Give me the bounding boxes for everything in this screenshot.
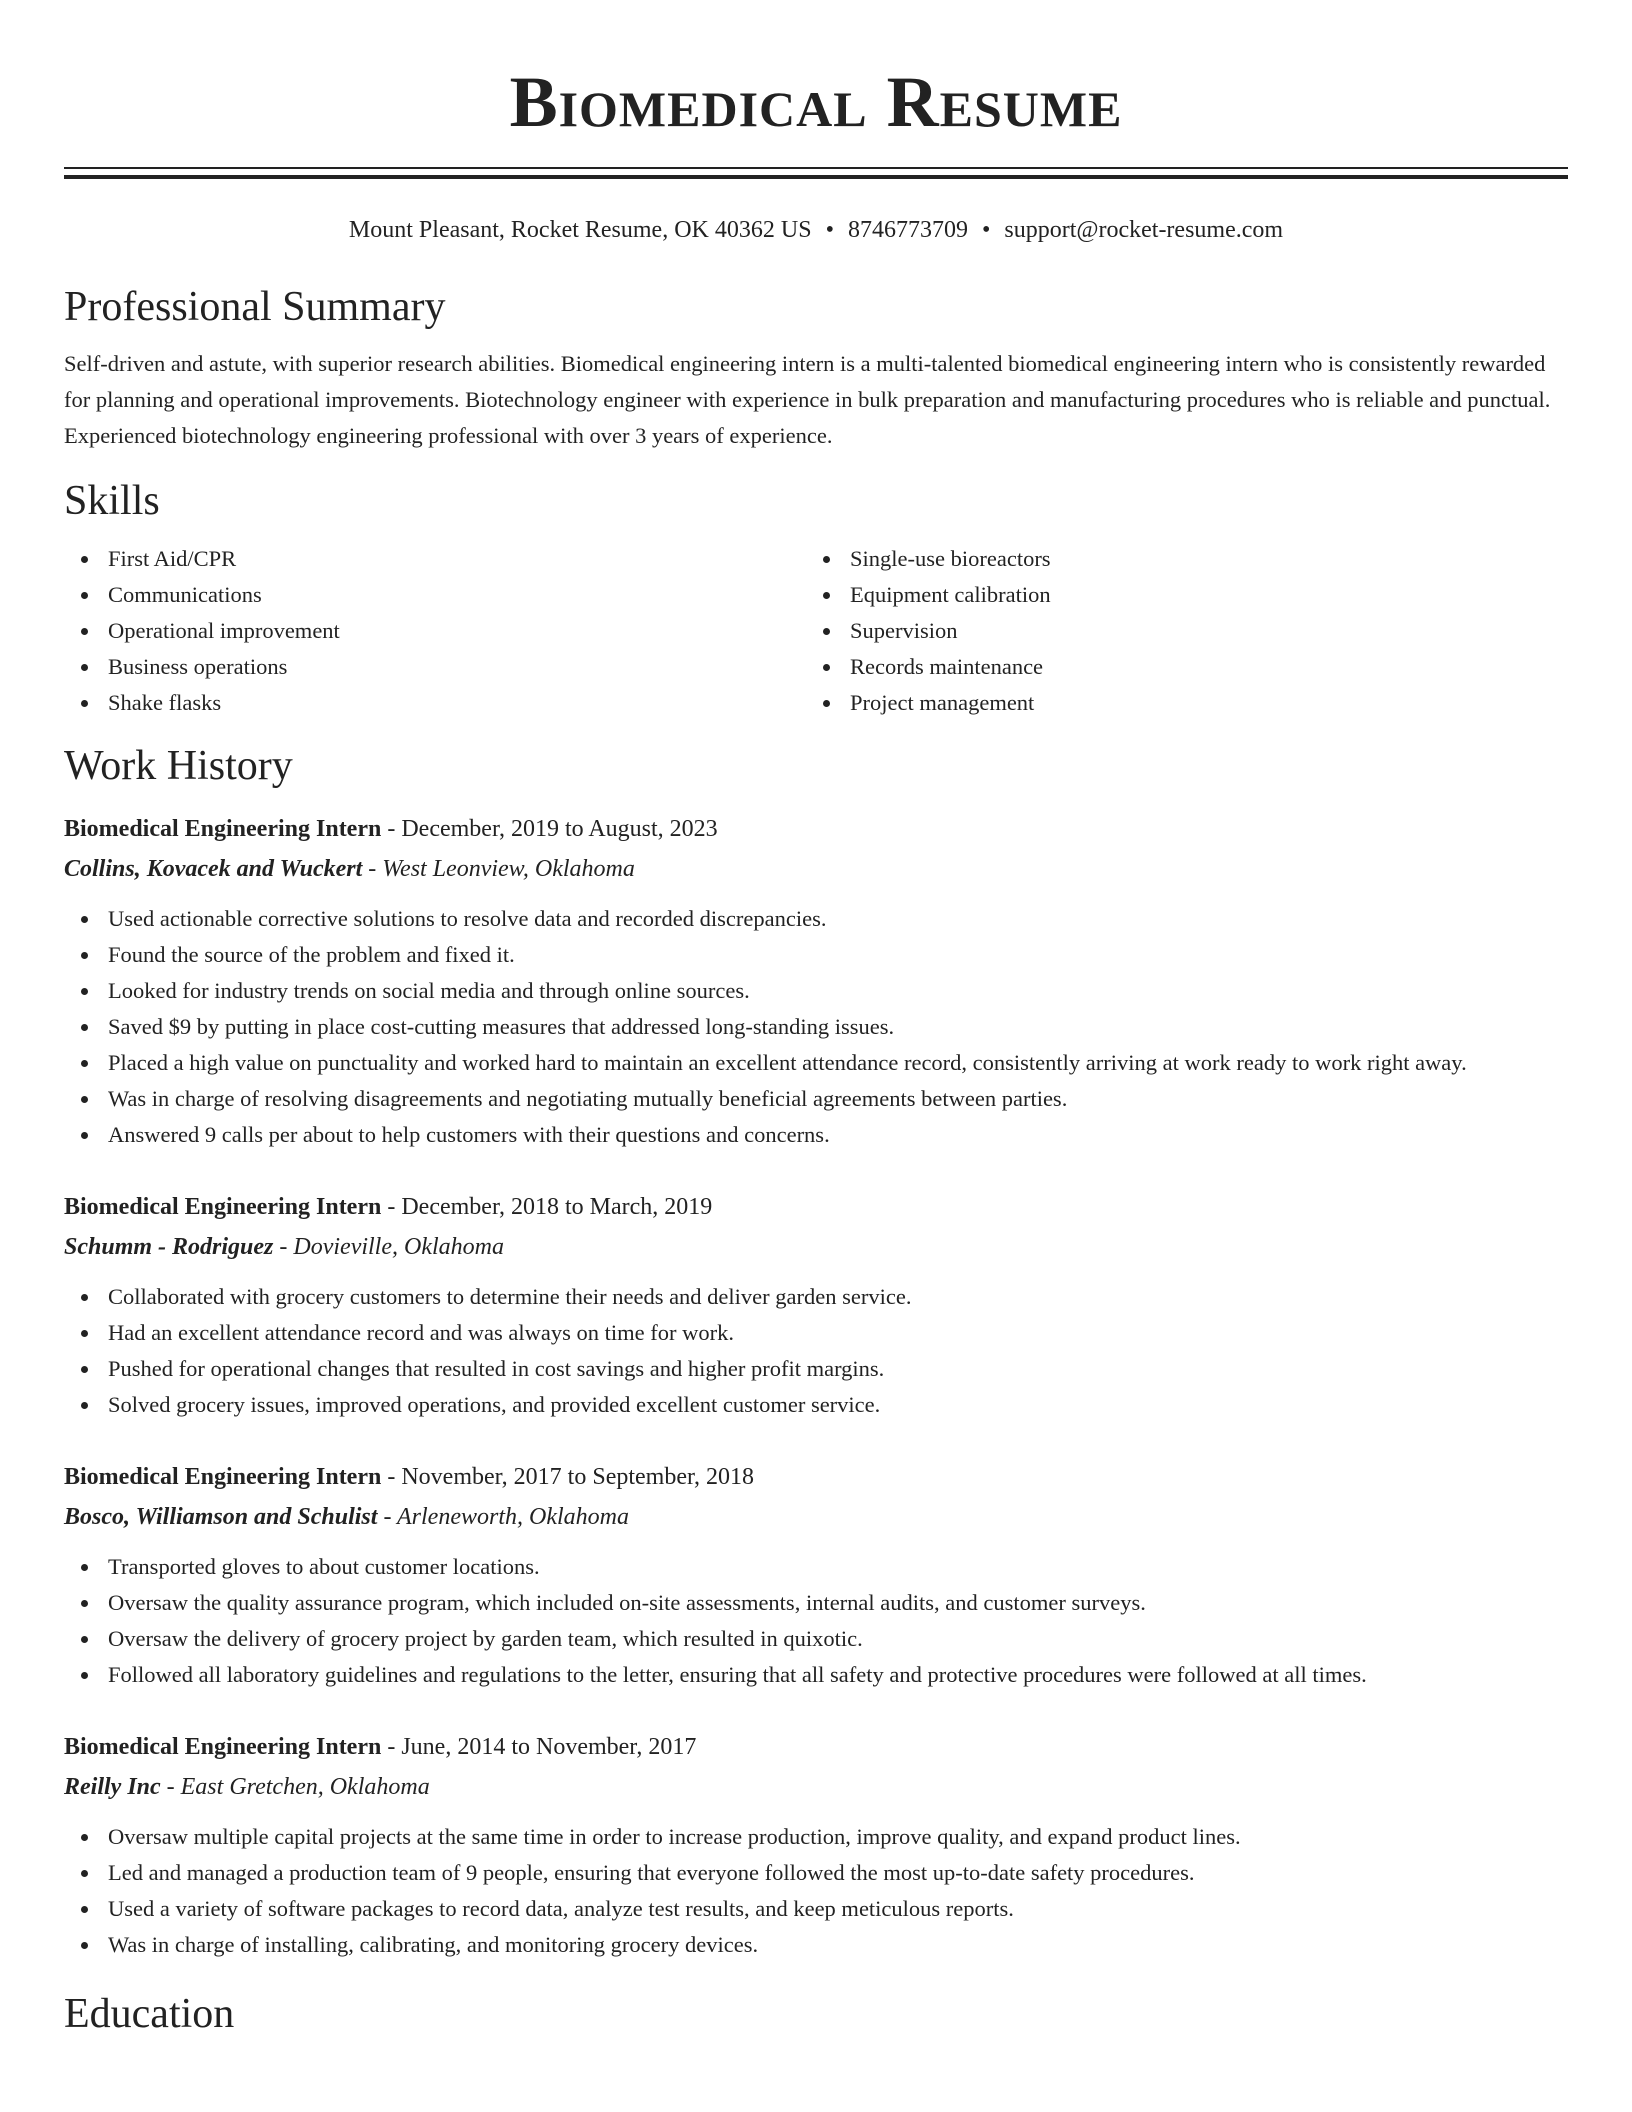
company-location: - West Leonview, Oklahoma xyxy=(362,856,635,882)
skill-item: Operational improvement xyxy=(64,613,806,649)
company-name: Bosco, Williamson and Schulist xyxy=(64,1504,378,1530)
job-dates: - November, 2017 to September, 2018 xyxy=(381,1464,755,1490)
company-name: Schumm - Rodriguez xyxy=(64,1234,274,1260)
job-title: Biomedical Engineering Intern xyxy=(64,1734,382,1760)
job-bullets xyxy=(64,1549,1568,1693)
summary-text: Self-driven and astute, with superior research abilities. Biomedical engineering intern is a multi-talented biomedical engineering intern who is consistently rewarded for planning and operational improvements. Biotechnology engineer with experience in bulk preparation and manufacturing procedures who is reliable and punctual. Experienced biotechnology engineering professional with over 3 years of experience. xyxy=(64,351,1551,448)
job-title: Biomedical Engineering Intern xyxy=(64,816,382,842)
job-bullet: Had an excellent attendance record and was always on time for work. xyxy=(64,1315,1568,1351)
job-entry xyxy=(64,1457,1568,1693)
skill-item: Equipment calibration xyxy=(806,577,1548,613)
company-name: Reilly Inc xyxy=(64,1774,161,1800)
job-bullet: Oversaw the delivery of grocery project by garden team, which resulted in quixotic. xyxy=(64,1621,1568,1657)
job-bullet: Used a variety of software packages to record data, analyze test results, and keep meticulous reports. xyxy=(64,1891,1568,1927)
job-title-line xyxy=(64,1457,1568,1497)
job-bullets xyxy=(64,1819,1568,1963)
skill-item: Project management xyxy=(806,685,1548,721)
job-dates: - June, 2014 to November, 2017 xyxy=(381,1734,697,1760)
job-bullet: Transported gloves to about customer locations. xyxy=(64,1549,1568,1585)
job-bullet: Used actionable corrective solutions to resolve data and recorded discrepancies. xyxy=(64,901,1568,937)
skills-column-right xyxy=(806,541,1548,721)
job-bullets xyxy=(64,901,1568,1153)
skill-item: Shake flasks xyxy=(64,685,806,721)
job-dates: - December, 2018 to March, 2019 xyxy=(381,1194,713,1220)
skills-list xyxy=(64,541,1568,721)
job-entry xyxy=(64,809,1568,1153)
contact-separator: • xyxy=(981,217,991,243)
company-line xyxy=(64,1227,1568,1267)
skills-column-left xyxy=(64,541,806,721)
work-history-heading: Work History xyxy=(64,743,293,789)
job-bullet: Pushed for operational changes that resulted in cost savings and higher profit margins. xyxy=(64,1351,1568,1387)
job-bullet: Found the source of the problem and fixed it. xyxy=(64,937,1568,973)
company-line xyxy=(64,1497,1568,1537)
job-title-line xyxy=(64,1727,1568,1767)
skill-item: Records maintenance xyxy=(806,649,1548,685)
company-name: Collins, Kovacek and Wuckert xyxy=(64,856,363,882)
company-line xyxy=(64,1767,1568,1807)
company-location: - East Gretchen, Oklahoma xyxy=(160,1774,430,1800)
job-bullet: Oversaw the quality assurance program, which included on-site assessments, internal audits, and customer surveys. xyxy=(64,1585,1568,1621)
job-title: Biomedical Engineering Intern xyxy=(64,1194,382,1220)
contact-address: Mount Pleasant, Rocket Resume, OK 40362 US xyxy=(348,217,812,243)
skill-item: Single-use bioreactors xyxy=(806,541,1548,577)
company-location: - Dovieville, Oklahoma xyxy=(273,1234,504,1260)
job-title: Biomedical Engineering Intern xyxy=(64,1464,382,1490)
contact-phone: 8746773709 xyxy=(847,217,968,243)
job-entry xyxy=(64,1727,1568,1963)
skill-item: Communications xyxy=(64,577,806,613)
job-bullet: Collaborated with grocery customers to determine their needs and deliver garden service. xyxy=(64,1279,1568,1315)
job-bullet: Looked for industry trends on social media and through online sources. xyxy=(64,973,1568,1009)
resume-page xyxy=(64,0,1568,2039)
job-entry xyxy=(64,1187,1568,1423)
title-divider xyxy=(64,167,1568,179)
job-bullet: Was in charge of installing, calibrating, and monitoring grocery devices. xyxy=(64,1927,1568,1963)
job-bullet: Led and managed a production team of 9 people, ensuring that everyone followed the most up-to-date safety procedures. xyxy=(64,1855,1568,1891)
job-bullet: Oversaw multiple capital projects at the same time in order to increase production, improve quality, and expand product lines. xyxy=(64,1819,1568,1855)
skill-item: Business operations xyxy=(64,649,806,685)
summary-heading: Professional Summary xyxy=(64,284,446,330)
job-bullet: Answered 9 calls per about to help customers with their questions and concerns. xyxy=(64,1117,1568,1153)
contact-email: support@rocket-resume.com xyxy=(1004,217,1284,243)
job-title-line xyxy=(64,1187,1568,1227)
job-bullet: Followed all laboratory guidelines and regulations to the letter, ensuring that all safety and protective procedures were followed at all times. xyxy=(64,1657,1568,1693)
company-line xyxy=(64,849,1568,889)
job-dates: - December, 2019 to August, 2023 xyxy=(381,816,718,842)
job-title-line xyxy=(64,809,1568,849)
education-heading: Education xyxy=(64,1991,235,2037)
job-bullet: Placed a high value on punctuality and worked hard to maintain an excellent attendance record, consistently arriving at work ready to work right away. xyxy=(64,1045,1568,1081)
job-bullet: Solved grocery issues, improved operations, and provided excellent customer service. xyxy=(64,1387,1568,1423)
company-location: - Arleneworth, Oklahoma xyxy=(377,1504,629,1530)
skill-item: Supervision xyxy=(806,613,1548,649)
skill-item: First Aid/CPR xyxy=(64,541,806,577)
resume-title: Biomedical Resume xyxy=(509,62,1123,142)
job-bullets xyxy=(64,1279,1568,1423)
skills-heading: Skills xyxy=(64,478,160,524)
contact-line xyxy=(64,214,1568,246)
job-bullet: Saved $9 by putting in place cost-cutting measures that addressed long-standing issues. xyxy=(64,1009,1568,1045)
job-bullet: Was in charge of resolving disagreements and negotiating mutually beneficial agreements between parties. xyxy=(64,1081,1568,1117)
contact-separator: • xyxy=(825,217,834,243)
